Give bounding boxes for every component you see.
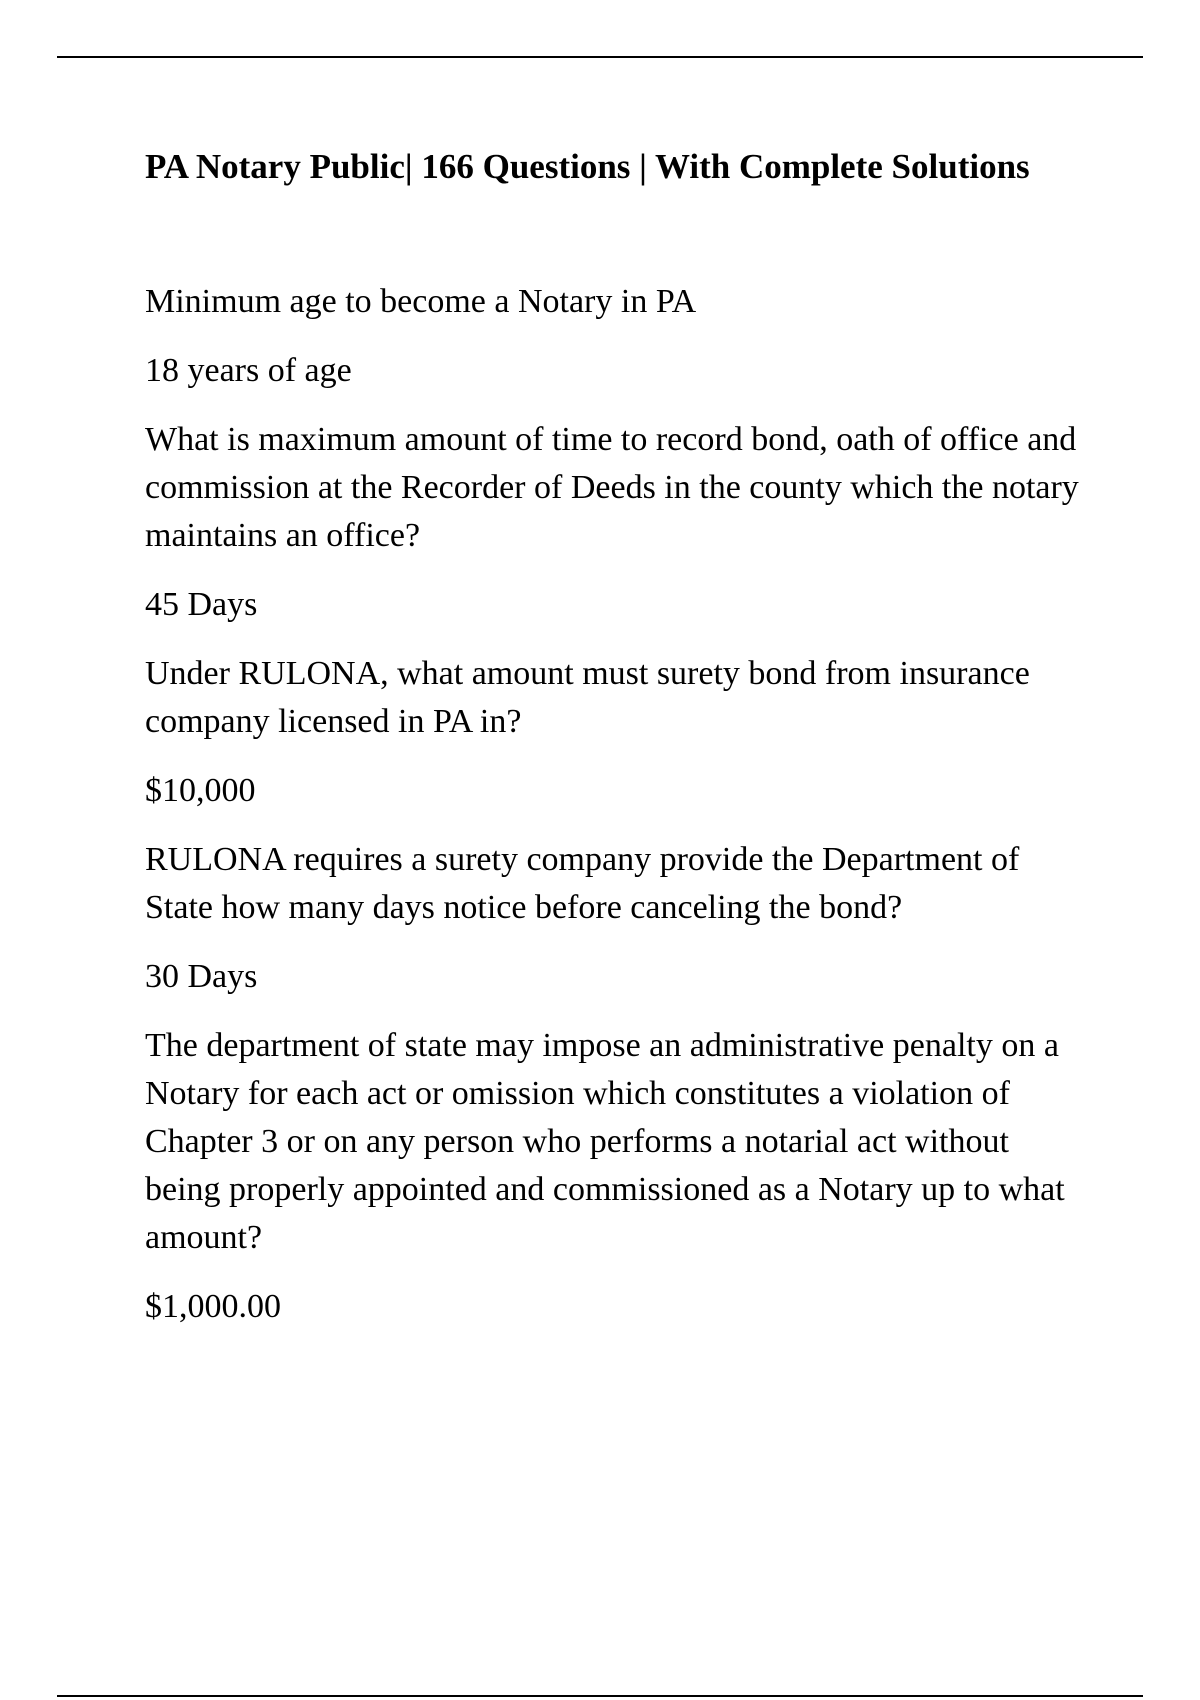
header-rule (57, 56, 1143, 58)
answer-1: 18 years of age (145, 352, 352, 389)
question-4: RULONA requires a surety company provide the Department of State how many days notice before canceling the bond? (145, 841, 1020, 926)
qa-list (145, 278, 1090, 1352)
answer-3: $10,000 (145, 772, 256, 809)
question-2: What is maximum amount of time to record bond, oath of office and commission at the Recorder of Deeds in the county which the notary maintains an office? (145, 421, 1079, 554)
answer-5: $1,000.00 (145, 1288, 281, 1325)
question-1: Minimum age to become a Notary in PA (145, 283, 697, 320)
document-title: PA Notary Public| 166 Questions | With Complete Solutions (145, 147, 1030, 186)
question-5: The department of state may impose an administrative penalty on a Notary for each act or omission which constitutes a violation of Chapter 3 or on any person who performs a notarial act without being properly appointed and commissioned as a Notary up to what amount? (145, 1027, 1065, 1256)
answer-4: 30 Days (145, 958, 258, 995)
answer-2: 45 Days (145, 586, 258, 623)
question-3: Under RULONA, what amount must surety bond from insurance company licensed in PA in? (145, 655, 1030, 740)
footer-rule (57, 1695, 1143, 1697)
